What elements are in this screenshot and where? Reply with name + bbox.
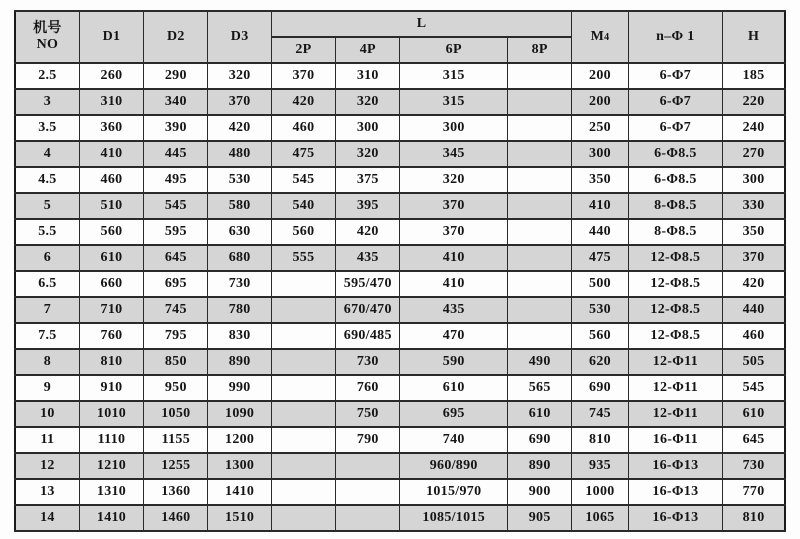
table-row xyxy=(15,505,785,531)
cell: 475 xyxy=(271,141,335,167)
cell: 1085/1015 xyxy=(400,505,508,531)
cell: 290 xyxy=(144,63,208,89)
cell: 340 xyxy=(144,89,208,115)
cell: 750 xyxy=(336,401,400,427)
table-row xyxy=(15,297,785,323)
cell: 11 xyxy=(15,427,79,453)
cell: 1255 xyxy=(144,453,208,479)
cell: 3 xyxy=(15,89,79,115)
cell: 950 xyxy=(144,375,208,401)
col-header-h: H xyxy=(723,11,785,63)
cell: 1090 xyxy=(208,401,271,427)
cell: 16-Φ11 xyxy=(628,427,722,453)
cell: 730 xyxy=(723,453,785,479)
cell: 745 xyxy=(572,401,628,427)
cell xyxy=(271,323,335,349)
cell: 475 xyxy=(572,245,628,271)
cell: 580 xyxy=(208,193,271,219)
table-row xyxy=(15,349,785,375)
cell: 1210 xyxy=(79,453,143,479)
col-header-l-group: L xyxy=(271,11,572,37)
cell: 990 xyxy=(208,375,271,401)
col-header-d1: D1 xyxy=(79,11,143,63)
cell: 760 xyxy=(79,323,143,349)
cell: 320 xyxy=(336,141,400,167)
cell: 440 xyxy=(723,297,785,323)
cell: 420 xyxy=(271,89,335,115)
cell: 1010 xyxy=(79,401,143,427)
col-header-n-phi: n–Φ 1 xyxy=(628,11,722,63)
cell xyxy=(508,219,572,245)
cell: 680 xyxy=(208,245,271,271)
cell xyxy=(271,401,335,427)
cell: 345 xyxy=(400,141,508,167)
cell xyxy=(508,115,572,141)
table-row xyxy=(15,427,785,453)
cell: 910 xyxy=(79,375,143,401)
cell: 6-Φ7 xyxy=(628,63,722,89)
cell: 16-Φ13 xyxy=(628,453,722,479)
cell: 530 xyxy=(208,167,271,193)
cell: 610 xyxy=(400,375,508,401)
table-body xyxy=(15,63,785,531)
cell: 300 xyxy=(572,141,628,167)
cell: 435 xyxy=(336,245,400,271)
cell: 810 xyxy=(572,427,628,453)
cell: 410 xyxy=(400,271,508,297)
cell: 1460 xyxy=(144,505,208,531)
table-row xyxy=(15,245,785,271)
cell: 460 xyxy=(723,323,785,349)
cell xyxy=(336,479,400,505)
cell: 300 xyxy=(723,167,785,193)
cell: 200 xyxy=(572,89,628,115)
cell: 850 xyxy=(144,349,208,375)
cell: 4.5 xyxy=(15,167,79,193)
cell: 6-Φ7 xyxy=(628,115,722,141)
cell: 530 xyxy=(572,297,628,323)
table-row xyxy=(15,323,785,349)
cell: 495 xyxy=(144,167,208,193)
cell: 900 xyxy=(508,479,572,505)
cell: 420 xyxy=(723,271,785,297)
cell: 8-Φ8.5 xyxy=(628,193,722,219)
cell: 12-Φ8.5 xyxy=(628,323,722,349)
cell: 1510 xyxy=(208,505,271,531)
cell: 500 xyxy=(572,271,628,297)
col-header-machine-no-en: NO xyxy=(36,37,59,52)
cell: 370 xyxy=(271,63,335,89)
cell: 420 xyxy=(208,115,271,141)
col-header-m4-main: M xyxy=(590,29,605,44)
cell: 5 xyxy=(15,193,79,219)
table-row xyxy=(15,89,785,115)
table-row xyxy=(15,115,785,141)
cell: 320 xyxy=(336,89,400,115)
cell: 6-Φ8.5 xyxy=(628,141,722,167)
cell: 890 xyxy=(208,349,271,375)
cell: 460 xyxy=(271,115,335,141)
cell: 300 xyxy=(400,115,508,141)
cell: 12 xyxy=(15,453,79,479)
cell: 320 xyxy=(400,167,508,193)
table-row xyxy=(15,193,785,219)
cell: 6.5 xyxy=(15,271,79,297)
cell: 7 xyxy=(15,297,79,323)
col-header-machine-no xyxy=(15,11,79,63)
table-row xyxy=(15,167,785,193)
cell: 6-Φ8.5 xyxy=(628,167,722,193)
table-row xyxy=(15,219,785,245)
cell: 370 xyxy=(208,89,271,115)
cell: 310 xyxy=(336,63,400,89)
cell: 510 xyxy=(79,193,143,219)
cell xyxy=(508,271,572,297)
cell xyxy=(508,167,572,193)
cell: 12-Φ8.5 xyxy=(628,245,722,271)
cell: 660 xyxy=(79,271,143,297)
col-header-8p: 8P xyxy=(508,37,572,63)
cell: 810 xyxy=(79,349,143,375)
cell xyxy=(508,323,572,349)
cell: 770 xyxy=(723,479,785,505)
cell: 390 xyxy=(144,115,208,141)
cell: 610 xyxy=(79,245,143,271)
cell: 830 xyxy=(208,323,271,349)
cell: 795 xyxy=(144,323,208,349)
cell: 375 xyxy=(336,167,400,193)
cell: 560 xyxy=(79,219,143,245)
cell xyxy=(508,245,572,271)
cell: 730 xyxy=(336,349,400,375)
cell: 315 xyxy=(400,89,508,115)
cell: 695 xyxy=(144,271,208,297)
cell: 960/890 xyxy=(400,453,508,479)
cell: 645 xyxy=(723,427,785,453)
cell: 440 xyxy=(572,219,628,245)
cell: 780 xyxy=(208,297,271,323)
cell: 760 xyxy=(336,375,400,401)
table-row xyxy=(15,375,785,401)
cell: 420 xyxy=(336,219,400,245)
cell: 695 xyxy=(400,401,508,427)
cell: 395 xyxy=(336,193,400,219)
cell xyxy=(271,479,335,505)
cell xyxy=(508,89,572,115)
table-row xyxy=(15,453,785,479)
cell xyxy=(508,141,572,167)
cell: 3.5 xyxy=(15,115,79,141)
cell: 1155 xyxy=(144,427,208,453)
cell xyxy=(271,271,335,297)
table-row xyxy=(15,401,785,427)
cell: 890 xyxy=(508,453,572,479)
cell: 690/485 xyxy=(336,323,400,349)
cell: 7.5 xyxy=(15,323,79,349)
col-header-machine-no-cn: 机号 xyxy=(33,20,62,36)
cell xyxy=(271,427,335,453)
col-header-m4-subscript: 4 xyxy=(604,32,610,43)
cell: 2.5 xyxy=(15,63,79,89)
cell: 320 xyxy=(208,63,271,89)
cell: 555 xyxy=(271,245,335,271)
cell: 1200 xyxy=(208,427,271,453)
cell: 240 xyxy=(723,115,785,141)
cell: 8 xyxy=(15,349,79,375)
table-row xyxy=(15,141,785,167)
col-header-m4 xyxy=(572,11,628,63)
cell: 350 xyxy=(572,167,628,193)
table-row xyxy=(15,63,785,89)
cell: 5.5 xyxy=(15,219,79,245)
cell: 645 xyxy=(144,245,208,271)
cell: 300 xyxy=(336,115,400,141)
table-row xyxy=(15,479,785,505)
cell: 14 xyxy=(15,505,79,531)
cell: 350 xyxy=(723,219,785,245)
col-header-d3: D3 xyxy=(208,11,271,63)
cell: 12-Φ11 xyxy=(628,375,722,401)
cell: 360 xyxy=(79,115,143,141)
cell xyxy=(271,349,335,375)
cell: 12-Φ11 xyxy=(628,401,722,427)
cell: 16-Φ13 xyxy=(628,479,722,505)
cell: 12-Φ8.5 xyxy=(628,297,722,323)
cell: 730 xyxy=(208,271,271,297)
cell xyxy=(271,297,335,323)
cell: 790 xyxy=(336,427,400,453)
cell: 670/470 xyxy=(336,297,400,323)
cell: 330 xyxy=(723,193,785,219)
cell: 565 xyxy=(508,375,572,401)
cell: 8-Φ8.5 xyxy=(628,219,722,245)
cell: 1110 xyxy=(79,427,143,453)
cell xyxy=(508,63,572,89)
cell: 1015/970 xyxy=(400,479,508,505)
cell: 1065 xyxy=(572,505,628,531)
cell: 12-Φ8.5 xyxy=(628,271,722,297)
cell: 595/470 xyxy=(336,271,400,297)
spec-table xyxy=(14,10,786,532)
col-header-d2: D2 xyxy=(144,11,208,63)
cell: 370 xyxy=(723,245,785,271)
cell: 250 xyxy=(572,115,628,141)
cell: 545 xyxy=(144,193,208,219)
cell: 480 xyxy=(208,141,271,167)
cell: 905 xyxy=(508,505,572,531)
cell: 590 xyxy=(400,349,508,375)
cell xyxy=(336,505,400,531)
cell: 545 xyxy=(271,167,335,193)
cell: 9 xyxy=(15,375,79,401)
cell: 310 xyxy=(79,89,143,115)
cell: 1050 xyxy=(144,401,208,427)
cell xyxy=(271,375,335,401)
cell: 220 xyxy=(723,89,785,115)
cell: 445 xyxy=(144,141,208,167)
cell: 710 xyxy=(79,297,143,323)
cell: 610 xyxy=(508,401,572,427)
cell xyxy=(271,453,335,479)
col-header-2p: 2P xyxy=(271,37,335,63)
table-row xyxy=(15,271,785,297)
cell: 1310 xyxy=(79,479,143,505)
cell: 540 xyxy=(271,193,335,219)
cell: 620 xyxy=(572,349,628,375)
cell: 6 xyxy=(15,245,79,271)
cell: 4 xyxy=(15,141,79,167)
cell: 13 xyxy=(15,479,79,505)
cell xyxy=(508,297,572,323)
cell: 12-Φ11 xyxy=(628,349,722,375)
cell: 1360 xyxy=(144,479,208,505)
cell: 185 xyxy=(723,63,785,89)
cell: 260 xyxy=(79,63,143,89)
col-header-6p: 6P xyxy=(400,37,508,63)
cell: 630 xyxy=(208,219,271,245)
cell: 10 xyxy=(15,401,79,427)
cell: 690 xyxy=(572,375,628,401)
cell: 410 xyxy=(400,245,508,271)
cell: 16-Φ13 xyxy=(628,505,722,531)
cell: 370 xyxy=(400,193,508,219)
cell: 595 xyxy=(144,219,208,245)
cell: 505 xyxy=(723,349,785,375)
cell: 410 xyxy=(572,193,628,219)
cell: 200 xyxy=(572,63,628,89)
cell: 470 xyxy=(400,323,508,349)
cell: 1000 xyxy=(572,479,628,505)
cell: 1410 xyxy=(208,479,271,505)
cell xyxy=(508,193,572,219)
cell: 690 xyxy=(508,427,572,453)
cell: 1410 xyxy=(79,505,143,531)
cell: 745 xyxy=(144,297,208,323)
cell xyxy=(271,505,335,531)
cell: 460 xyxy=(79,167,143,193)
cell: 370 xyxy=(400,219,508,245)
cell xyxy=(336,453,400,479)
cell: 740 xyxy=(400,427,508,453)
cell: 560 xyxy=(271,219,335,245)
col-header-4p: 4P xyxy=(336,37,400,63)
table-header xyxy=(15,11,785,63)
cell: 270 xyxy=(723,141,785,167)
cell: 410 xyxy=(79,141,143,167)
cell: 610 xyxy=(723,401,785,427)
cell: 315 xyxy=(400,63,508,89)
cell: 6-Φ7 xyxy=(628,89,722,115)
cell: 1300 xyxy=(208,453,271,479)
cell: 545 xyxy=(723,375,785,401)
cell: 560 xyxy=(572,323,628,349)
cell: 935 xyxy=(572,453,628,479)
cell: 435 xyxy=(400,297,508,323)
cell: 810 xyxy=(723,505,785,531)
cell: 490 xyxy=(508,349,572,375)
